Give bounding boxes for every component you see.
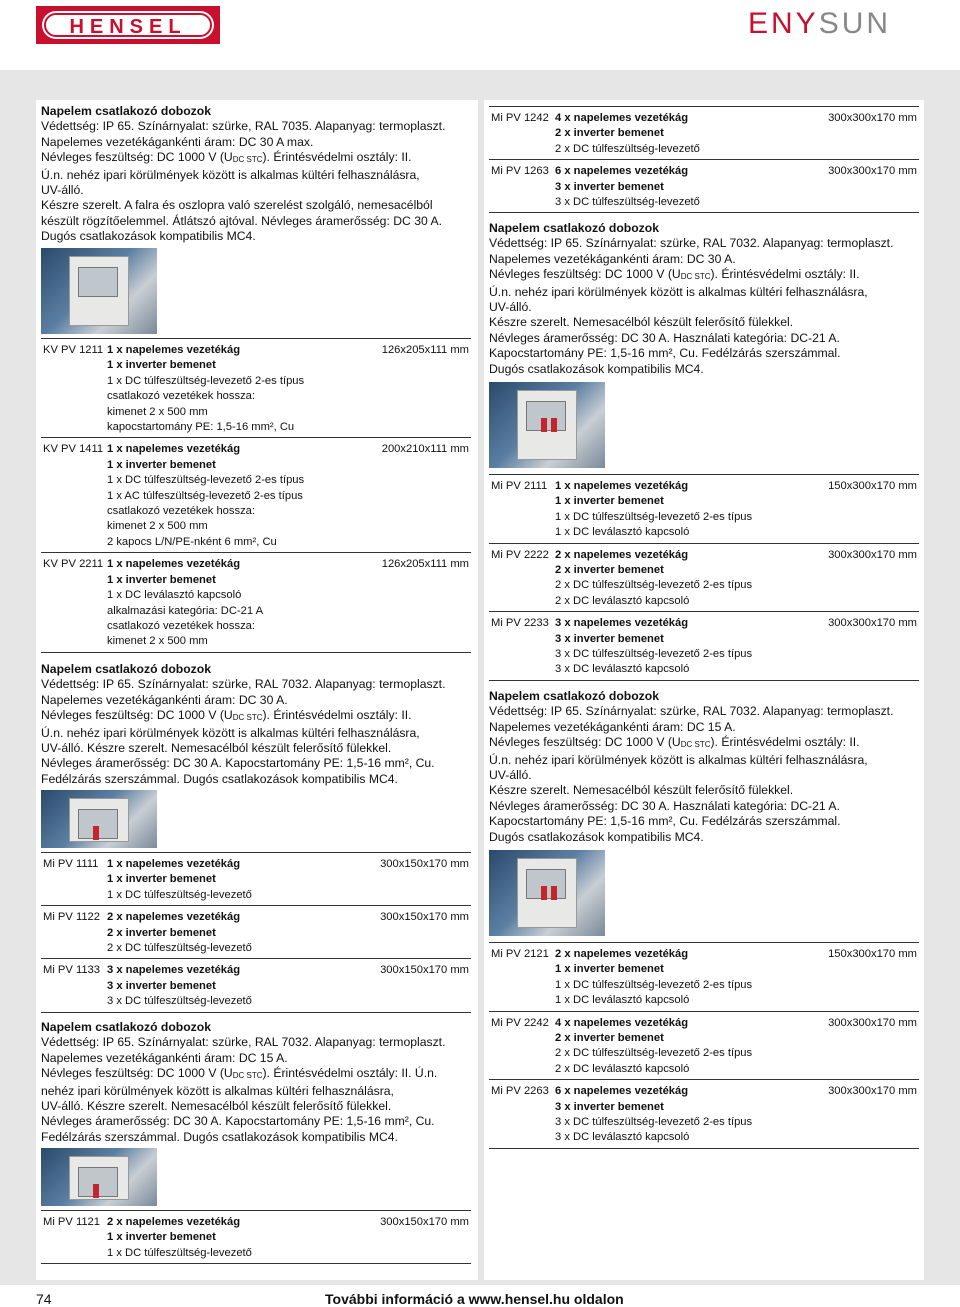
- spec-line: Védettség: IP 65. Színárnyalat: szürke, RAL 7032. Alapanyag: termoplaszt.: [41, 1035, 446, 1050]
- product-table: [41, 1210, 471, 1264]
- description-line: 1 x inverter bemenet: [107, 359, 216, 372]
- description-line: 3 x DC túlfeszültség-levezető: [555, 196, 700, 209]
- description-line: 1 x napelemes vezetékág: [555, 480, 689, 492]
- description-line: 2 x DC túlfeszültség-levezető 2-es típus: [555, 1047, 753, 1060]
- product-description: [555, 1084, 815, 1146]
- right-column: [484, 100, 924, 1280]
- table-row: [41, 339, 471, 438]
- spec-line: Készre szerelt. Nemesacélból készült felerősítő fülekkel.: [489, 315, 794, 330]
- spec-line: Napelemes vezetékágankénti áram: DC 15 A.: [489, 719, 736, 734]
- description-line: 3 x DC leválasztó kapcsoló: [555, 663, 690, 676]
- spec-line: Névleges feszültség: DC 1000 V $(U_{DC STC})$. Érintésvédelmi osztály: II.: [41, 150, 412, 165]
- spec-line: Ú.n. nehéz ipari körülmények között is alkalmas kültéri felhasználásra,: [489, 752, 868, 767]
- product-dimensions: 300x300x170 mm: [828, 112, 917, 124]
- table-row: [41, 438, 471, 553]
- description-line: alkalmazási kategória: DC-21 A: [107, 604, 264, 617]
- product-dimensions: 300x150x170 mm: [380, 964, 469, 977]
- description-line: csatlakozó vezetékek hossza:: [107, 505, 255, 518]
- product-description: [107, 963, 367, 1009]
- spec-line: Névleges feszültség: DC 1000 V $(U_{DC STC})$. Érintésvédelmi osztály: II. Ú.n.: [41, 1066, 438, 1081]
- product-code: Mi PV 2242: [491, 1016, 549, 1029]
- description-line: 1 x DC leválasztó kapcsoló: [107, 589, 242, 602]
- product-description: [107, 857, 367, 903]
- description-line: 3 x napelemes vezetékág: [555, 617, 689, 630]
- product-photo: [489, 850, 605, 936]
- description-line: 2 x inverter bemenet: [555, 127, 664, 140]
- section-intro-5: [489, 689, 919, 845]
- description-line: 1 x DC túlfeszültség-levezető 2-es típus: [107, 374, 305, 387]
- product-description: [555, 479, 815, 541]
- spec-line: Napelemes vezetékágankénti áram: DC 30 A.: [489, 251, 736, 266]
- description-line: 1 x napelemes vezetékág: [107, 443, 241, 456]
- description-line: 1 x inverter bemenet: [107, 873, 216, 886]
- product-dimensions: 300x150x170 mm: [380, 858, 469, 870]
- description-line: 2 x inverter bemenet: [555, 564, 664, 577]
- description-line: 1 x inverter bemenet: [107, 458, 216, 471]
- description-line: 1 x DC túlfeszültség-levezető 2-es típus: [107, 474, 305, 487]
- product-dimensions: 300x300x170 mm: [828, 1016, 917, 1029]
- description-line: 2 x napelemes vezetékág: [555, 548, 689, 561]
- section-title: Napelem csatlakozó dobozok: [41, 1020, 211, 1034]
- table-row: [489, 1012, 919, 1081]
- table-row: [41, 959, 471, 1012]
- svg-text:ENYSUN: ENYSUN: [748, 7, 892, 38]
- product-code: Mi PV 1121: [43, 1216, 101, 1228]
- spec-line: Kapocstartomány PE: 1,5-16 mm², Cu. Fedélzárás szerszámmal.: [489, 814, 841, 829]
- description-line: csatlakozó vezetékek hossza:: [107, 619, 255, 632]
- description-line: 1 x DC leválasztó kapcsoló: [555, 994, 690, 1007]
- product-table: [489, 942, 919, 1149]
- description-line: 2 x DC túlfeszültség-levezető 2-es típus: [555, 579, 753, 592]
- spec-line: készült rögzítőelemmel. Átlátszó ajtóval. Névleges áramerősség: DC 30 A.: [41, 213, 443, 228]
- table-row: [489, 1080, 919, 1149]
- page-number: 74: [36, 1291, 52, 1307]
- product-code: Mi PV 2263: [491, 1085, 549, 1098]
- description-line: 6 x napelemes vezetékág: [555, 1085, 689, 1098]
- description-line: 2 x DC túlfeszültség-levezető: [555, 142, 700, 155]
- product-code: Mi PV 1122: [43, 911, 101, 924]
- section-title: Napelem csatlakozó dobozok: [489, 689, 659, 703]
- section-title: Napelem csatlakozó dobozok: [489, 221, 659, 235]
- product-dimensions: 300x300x170 mm: [828, 165, 917, 178]
- product-code: Mi PV 2233: [491, 617, 549, 630]
- description-line: 3 x DC túlfeszültség-levezető 2-es típus: [555, 1116, 753, 1129]
- table-row: [489, 943, 919, 1012]
- product-dimensions: 300x300x170 mm: [828, 548, 917, 561]
- page-header: [0, 0, 960, 70]
- description-line: 1 x inverter bemenet: [107, 1231, 216, 1244]
- spec-line: Fedélzárás szerszámmal. Dugós csatlakozások kompatibilis MC4.: [41, 1129, 398, 1144]
- product-code: Mi PV 1133: [43, 964, 101, 977]
- description-line: 2 x DC leválasztó kapcsoló: [555, 1062, 690, 1075]
- spec-line: Napelemes vezetékágankénti áram: DC 15 A.: [41, 1050, 288, 1065]
- product-description: [555, 111, 815, 157]
- product-description: [555, 548, 815, 610]
- spec-line: Napelemes vezetékágankénti áram: DC 30 A max.: [41, 134, 314, 149]
- table-row: [489, 160, 919, 213]
- product-dimensions: 300x150x170 mm: [380, 911, 469, 924]
- spec-line: UV-álló. Készre szerelt. Nemesacélból készült felerősítő fülekkel.: [41, 1099, 392, 1114]
- product-code: KV PV 2211: [43, 558, 104, 571]
- description-line: 4 x napelemes vezetékág: [555, 112, 689, 124]
- spec-line: Készre szerelt. Nemesacélból készült felerősítő fülekkel.: [489, 783, 794, 798]
- left-column: [36, 100, 478, 1280]
- section-intro-2: [41, 662, 471, 787]
- product-dimensions: 150x300x170 mm: [828, 480, 917, 492]
- description-line: 3 x inverter bemenet: [555, 632, 664, 645]
- spec-line: Napelemes vezetékágankénti áram: DC 30 A.: [41, 692, 288, 707]
- product-dimensions: 150x300x170 mm: [828, 948, 917, 960]
- spec-line: Védettség: IP 65. Színárnyalat: szürke, RAL 7032. Alapanyag: termoplaszt.: [489, 236, 894, 251]
- product-dimensions: 300x300x170 mm: [828, 1085, 917, 1098]
- product-description: [107, 557, 367, 649]
- spec-line: Ú.n. nehéz ipari körülmények között is alkalmas kültéri felhasználásra,: [489, 284, 868, 299]
- product-dimensions: 300x150x170 mm: [380, 1216, 469, 1228]
- description-line: 1 x inverter bemenet: [555, 963, 664, 976]
- product-dimensions: 126x205x111 mm: [381, 344, 469, 356]
- spec-line: Dugós csatlakozások kompatibilis MC4.: [41, 229, 256, 244]
- description-line: kimenet 2 x 500 mm: [107, 635, 208, 648]
- product-code: Mi PV 1111: [43, 858, 99, 870]
- description-line: 1 x DC túlfeszültség-levezető 2-es típus: [555, 510, 753, 523]
- product-description: [555, 164, 815, 210]
- product-table: [41, 852, 471, 1013]
- section-title: Napelem csatlakozó dobozok: [41, 104, 211, 118]
- hensel-logo: [36, 6, 220, 44]
- spec-line: Névleges feszültség: DC 1000 V $(U_{DC STC})$. Érintésvédelmi osztály: II.: [489, 735, 860, 750]
- product-code: Mi PV 1263: [491, 165, 549, 178]
- product-description: [555, 947, 815, 1009]
- spec-line: Védettség: IP 65. Színárnyalat: szürke, RAL 7032. Alapanyag: termoplaszt.: [489, 704, 894, 719]
- description-line: 3 x DC túlfeszültség-levezető 2-es típus: [555, 648, 753, 661]
- product-code: Mi PV 2121: [491, 948, 549, 960]
- description-line: 4 x napelemes vezetékág: [555, 1016, 689, 1029]
- spec-line: Névleges áramerősség: DC 30 A. Kapocstartomány PE: 1,5-16 mm², Cu.: [41, 1114, 435, 1129]
- table-row: [489, 475, 919, 544]
- spec-line: Kapocstartomány PE: 1,5-16 mm², Cu. Fedélzárás szerszámmal.: [489, 346, 841, 361]
- product-description: [107, 1215, 367, 1261]
- description-line: 1 x DC túlfeszültség-levezető 2-es típus: [555, 978, 753, 991]
- description-line: 2 kapocs L/N/PE-nként 6 mm², Cu: [107, 535, 277, 548]
- product-description: [555, 616, 815, 678]
- table-row: [41, 906, 471, 959]
- description-line: 1 x AC túlfeszültség-levezető 2-es típus: [107, 489, 303, 502]
- table-row: [489, 612, 919, 681]
- section-intro-4: [489, 221, 919, 377]
- description-line: 1 x napelemes vezetékág: [107, 558, 241, 571]
- product-code: Mi PV 2111: [491, 480, 548, 492]
- product-table: [489, 106, 919, 213]
- description-line: kapocstartomány PE: 1,5-16 mm², Cu: [107, 421, 295, 434]
- description-line: 6 x napelemes vezetékág: [555, 165, 689, 178]
- description-line: 3 x napelemes vezetékág: [107, 964, 241, 977]
- spec-line: Védettség: IP 65. Színárnyalat: szürke, RAL 7035. Alapanyag: termoplaszt.: [41, 119, 446, 134]
- table-row: [41, 553, 471, 652]
- spec-line: Névleges feszültség: DC 1000 V $(U_{DC STC})$. Érintésvédelmi osztály: II.: [489, 267, 860, 282]
- description-line: 2 x DC túlfeszültség-levezető: [107, 942, 252, 955]
- description-line: 1 x napelemes vezetékág: [107, 858, 241, 870]
- product-code: Mi PV 1242: [491, 112, 549, 124]
- description-line: 3 x inverter bemenet: [107, 979, 216, 992]
- footer-info: További információ a www.hensel.hu oldalon: [325, 1291, 624, 1307]
- product-table: [489, 474, 919, 681]
- spec-line: nehéz ipari körülmények között is alkalmas kültéri felhasználásra,: [41, 1083, 394, 1098]
- description-line: 1 x napelemes vezetékág: [107, 344, 241, 356]
- product-description: [107, 442, 367, 550]
- spec-line: Dugós csatlakozások kompatibilis MC4.: [489, 361, 704, 376]
- description-line: csatlakozó vezetékek hossza:: [107, 390, 255, 403]
- spec-line: Készre szerelt. A falra és oszlopra való szerelést szolgáló, nemesacélból: [41, 198, 433, 213]
- product-description: [107, 910, 367, 956]
- product-table: [41, 338, 471, 653]
- description-line: 1 x inverter bemenet: [107, 573, 216, 586]
- spec-line: Névleges áramerősség: DC 30 A. Kapocstartomány PE: 1,5-16 mm², Cu.: [41, 756, 435, 771]
- spec-line: Névleges feszültség: DC 1000 V $(U_{DC STC})$. Érintésvédelmi osztály: II.: [41, 708, 412, 723]
- spec-line: Védettség: IP 65. Színárnyalat: szürke, RAL 7032. Alapanyag: termoplaszt.: [41, 677, 446, 692]
- spec-line: UV-álló. Készre szerelt. Nemesacélból készült felerősítő fülekkel.: [41, 741, 392, 756]
- description-line: 2 x napelemes vezetékág: [107, 1216, 241, 1228]
- section-title: Napelem csatlakozó dobozok: [41, 662, 211, 676]
- description-line: 3 x DC leválasztó kapcsoló: [555, 1131, 690, 1144]
- spec-line: UV-álló.: [489, 768, 532, 783]
- table-row: [41, 853, 471, 906]
- spec-line: UV-álló.: [41, 183, 84, 198]
- table-row: [41, 1211, 471, 1264]
- product-dimensions: 200x210x111 mm: [381, 443, 469, 456]
- description-line: 2 x inverter bemenet: [107, 926, 216, 939]
- table-row: [489, 544, 919, 613]
- section-intro-1: [41, 104, 471, 245]
- product-photo: [41, 248, 157, 334]
- product-photo: [41, 790, 157, 848]
- product-description: [107, 343, 367, 435]
- svg-text:HENSEL: HENSEL: [69, 16, 187, 38]
- enysun-logo: [748, 6, 920, 38]
- product-code: Mi PV 2222: [491, 548, 549, 561]
- product-dimensions: 300x300x170 mm: [828, 617, 917, 630]
- product-description: [555, 1016, 815, 1078]
- spec-line: Ú.n. nehéz ipari körülmények között is alkalmas kültéri felhasználásra,: [41, 167, 420, 182]
- product-photo: [489, 382, 605, 468]
- spec-line: Dugós csatlakozások kompatibilis MC4.: [489, 829, 704, 844]
- section-intro-3: [41, 1020, 471, 1145]
- description-line: 2 x napelemes vezetékág: [555, 948, 689, 960]
- spec-line: Fedélzárás szerszámmal. Dugós csatlakozások kompatibilis MC4.: [41, 771, 398, 786]
- spec-line: Névleges áramerősség: DC 30 A. Használati kategória: DC-21 A.: [489, 798, 840, 813]
- spec-line: Névleges áramerősség: DC 30 A. Használati kategória: DC-21 A.: [489, 330, 840, 345]
- product-dimensions: 126x205x111 mm: [381, 558, 469, 571]
- description-line: 1 x DC túlfeszültség-levezető: [107, 1246, 252, 1259]
- description-line: 2 x inverter bemenet: [555, 1032, 664, 1045]
- product-code: KV PV 1411: [43, 443, 104, 456]
- description-line: kimenet 2 x 500 mm: [107, 520, 208, 533]
- spec-line: UV-álló.: [489, 300, 532, 315]
- description-line: 2 x DC leválasztó kapcsoló: [555, 594, 690, 607]
- table-row: [489, 107, 919, 160]
- description-line: 2 x napelemes vezetékág: [107, 911, 241, 924]
- spec-line: Ú.n. nehéz ipari körülmények között is alkalmas kültéri felhasználásra,: [41, 725, 420, 740]
- description-line: 3 x DC túlfeszültség-levezető: [107, 995, 252, 1008]
- product-code: KV PV 1211: [43, 344, 104, 356]
- description-line: kimenet 2 x 500 mm: [107, 405, 208, 418]
- description-line: 1 x DC túlfeszültség-levezető: [107, 888, 252, 901]
- product-photo: [41, 1148, 157, 1206]
- description-line: 1 x DC leválasztó kapcsoló: [555, 526, 690, 539]
- description-line: 1 x inverter bemenet: [555, 495, 664, 508]
- description-line: 3 x inverter bemenet: [555, 1100, 664, 1113]
- description-line: 3 x inverter bemenet: [555, 180, 664, 193]
